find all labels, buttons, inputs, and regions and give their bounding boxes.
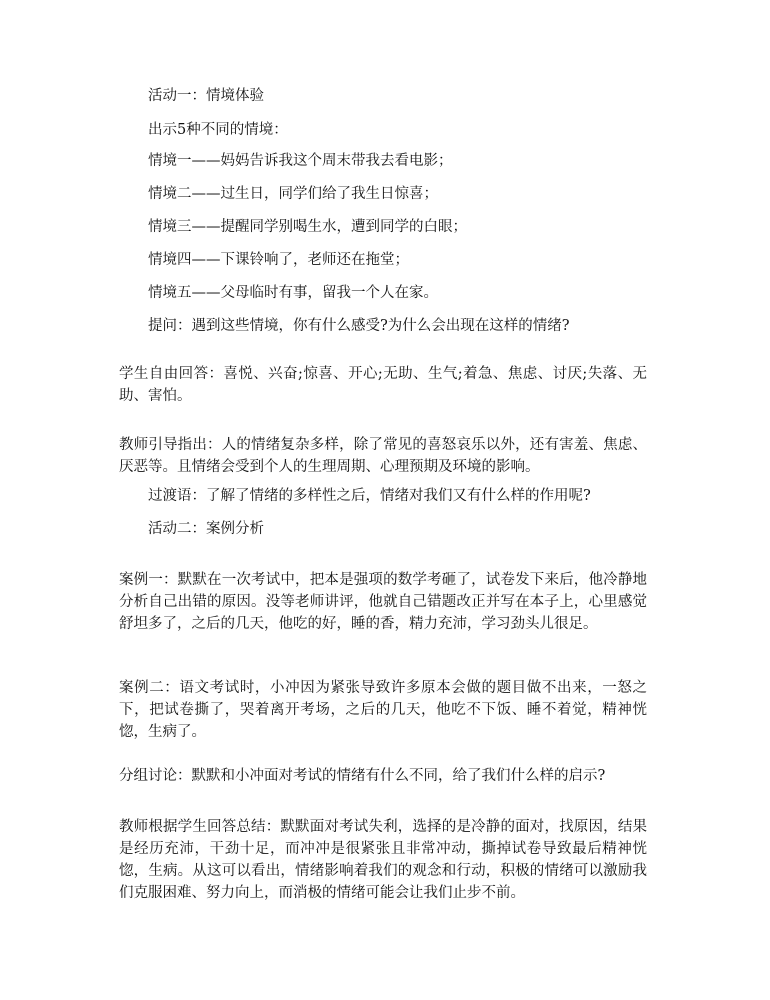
activity1-heading: 活动一：情境体验 — [148, 88, 264, 104]
case-2: 案例二：语文考试时，小冲因为紧张导致许多原本会做的题目做不出来，一怒之下，把试卷撕了，哭着离开考场，之后的几天，他吃不下饭、睡不着觉，精神恍惚，生病了。 — [119, 680, 647, 740]
activity2-heading: 活动二：案例分析 — [148, 521, 264, 537]
situation-1: 情境一——妈妈告诉我这个周末带我去看电影； — [148, 153, 453, 169]
situation-4: 情境四——下课铃响了，老师还在拖堂； — [148, 252, 409, 268]
situation-3: 情境三——提醒同学别喝生水，遭到同学的白眼； — [148, 219, 467, 235]
transition: 过渡语：了解了情绪的多样性之后，情绪对我们又有什么样的作用呢? — [148, 488, 591, 504]
situation-5: 情境五——父母临时有事，留我一个人在家。 — [148, 285, 438, 301]
student-answers: 学生自由回答：喜悦、兴奋;惊喜、开心;无助、生气;着急、焦虑、讨厌;失落、无助、害怕。 — [119, 366, 647, 404]
case-1: 案例一：默默在一次考试中，把本是强项的数学考砸了，试卷发下来后，他冷静地分析自己出错的原因。没等老师讲评，他就自己错题改正并写在本子上，心里感觉舒坦多了，之后的几天，他吃的好，睡的香，精力充沛，学习劲头儿很足。 — [119, 572, 647, 632]
activity1-intro: 出示5种不同的情境： — [148, 122, 288, 138]
question: 提问：遇到这些情境，你有什么感受?为什么会出现在这样的情绪? — [148, 318, 570, 334]
situation-2: 情境二——过生日，同学们给了我生日惊喜； — [148, 186, 438, 202]
teacher-guide: 教师引导指出：人的情绪复杂多样，除了常见的喜怒哀乐以外，还有害羞、焦虑、厌恶等。且情绪会受到个人的生理周期、心理预期及环境的影响。 — [119, 437, 647, 475]
group-discussion: 分组讨论：默默和小冲面对考试的情绪有什么不同，给了我们什么样的启示? — [119, 768, 606, 784]
teacher-summary: 教师根据学生回答总结：默默面对考试失利，选择的是冷静的面对，找原因，结果是经历充沛，干劲十足，而冲冲是很紧张且非常冲动，撕掉试卷导致最后精神恍惚，生病。从这可以看出，情绪影响着我们的观念和行动，积极的情绪可以激励我们克服困难、努力向上，而消极的情绪可能会让我们止步不前。 — [119, 819, 647, 901]
